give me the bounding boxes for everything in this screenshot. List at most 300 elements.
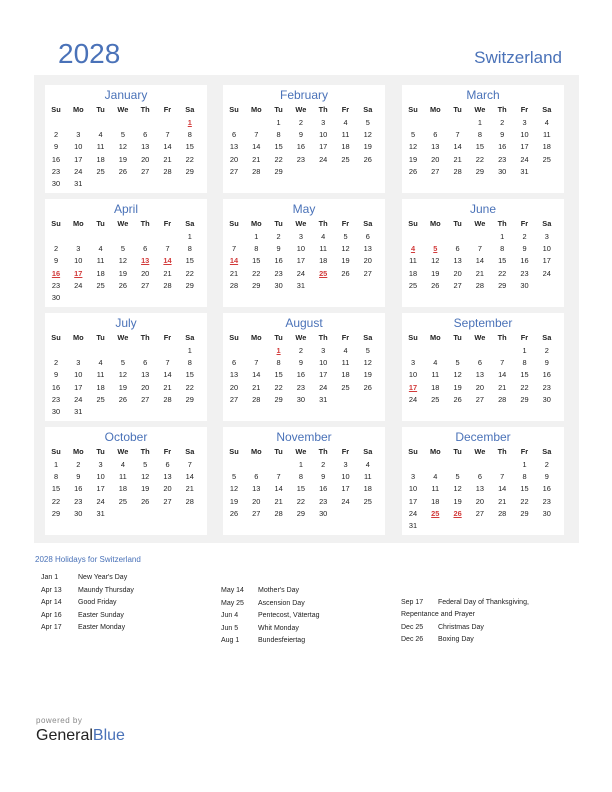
day-cell: 12 (141, 472, 150, 482)
day-cell: 30 (296, 394, 305, 404)
day-cell: 7 (254, 358, 259, 368)
day-cell: 15 (185, 256, 194, 266)
day-cell: 12 (229, 484, 239, 494)
day-cell: 10 (74, 142, 83, 152)
day-cell: 26 (341, 268, 350, 278)
day-cell: 27 (363, 268, 372, 278)
month-may (223, 199, 385, 307)
weekday-header: Su (51, 333, 61, 342)
day-cell: 25 (96, 280, 105, 290)
day-cell: 11 (319, 244, 328, 254)
day-cell: 17 (96, 484, 105, 494)
weekday-header: Sa (542, 105, 552, 114)
weekday-header: Sa (542, 447, 552, 456)
weekday-header: Tu (453, 333, 462, 342)
day-cell: 20 (475, 496, 484, 506)
weekday-header: Mo (429, 333, 441, 342)
day-cell: 24 (520, 154, 529, 164)
day-cell: 20 (453, 268, 462, 278)
day-cell: 31 (408, 521, 418, 530)
weekday-header: Fr (520, 447, 529, 456)
day-cell: 20 (363, 256, 372, 266)
day-cell: 21 (229, 268, 239, 278)
holiday-day: 13 (141, 256, 150, 266)
day-cell: 21 (252, 154, 261, 164)
day-cell: 26 (118, 166, 127, 176)
weekday-header: Tu (274, 219, 283, 228)
day-cell: 26 (118, 394, 127, 404)
day-cell: 21 (163, 154, 172, 164)
weekday-header: Sa (185, 333, 195, 342)
day-cell: 23 (51, 394, 61, 404)
day-cell: 2 (544, 346, 549, 355)
holiday-day: 1 (276, 346, 281, 355)
day-cell: 23 (296, 154, 305, 164)
day-cell: 13 (252, 484, 261, 494)
holiday-day: 4 (410, 244, 416, 254)
holiday-date: Jun 5 (221, 624, 239, 632)
day-cell: 13 (141, 142, 150, 152)
day-cell: 10 (74, 370, 83, 380)
day-cell: 23 (296, 382, 305, 392)
day-cell: 2 (76, 460, 81, 469)
day-cell: 20 (141, 268, 150, 278)
day-cell: 24 (296, 268, 305, 278)
day-cell: 7 (231, 244, 237, 254)
day-cell: 24 (74, 394, 83, 404)
day-cell: 23 (542, 496, 551, 506)
weekday-header: Su (408, 333, 418, 342)
weekday-header: Tu (274, 105, 283, 114)
day-cell: 12 (118, 370, 127, 380)
holiday-name: Pentecost, Vätertag (258, 612, 320, 619)
day-cell: 28 (498, 394, 507, 404)
year-title: 2028 (58, 38, 121, 69)
holiday-day: 25 (431, 508, 440, 518)
day-cell: 9 (53, 142, 59, 152)
weekday-header: Sa (363, 219, 373, 228)
day-cell: 22 (296, 496, 305, 506)
day-cell: 9 (544, 358, 549, 368)
day-cell: 7 (165, 358, 170, 368)
weekday-header: Sa (363, 447, 373, 456)
day-cell: 13 (453, 256, 462, 266)
day-cell: 3 (321, 346, 326, 355)
day-cell: 7 (254, 130, 259, 140)
day-cell: 28 (229, 280, 239, 290)
day-cell: 6 (231, 130, 237, 140)
day-cell: 8 (276, 130, 281, 140)
day-cell: 29 (296, 508, 305, 518)
weekday-header: Mo (250, 219, 262, 228)
day-cell: 7 (187, 460, 192, 469)
day-cell: 25 (408, 280, 418, 290)
day-cell: 24 (319, 382, 328, 392)
weekday-header: Tu (453, 447, 462, 456)
weekday-header: Tu (274, 333, 283, 342)
day-cell: 3 (410, 472, 416, 482)
day-cell: 31 (96, 508, 105, 518)
holiday-day: 17 (408, 382, 418, 392)
day-cell: 13 (229, 142, 239, 152)
day-cell: 20 (141, 154, 150, 164)
day-cell: 1 (254, 232, 259, 241)
day-cell: 16 (74, 484, 83, 494)
day-cell: 26 (431, 280, 440, 290)
day-cell: 15 (520, 484, 529, 494)
weekday-header: Su (229, 447, 239, 456)
day-cell: 18 (363, 484, 372, 494)
day-cell: 19 (229, 496, 239, 506)
weekday-header: Tu (96, 105, 105, 114)
day-cell: 27 (229, 394, 239, 404)
day-cell: 9 (76, 472, 81, 482)
day-cell: 2 (276, 232, 281, 241)
weekday-header: Mo (250, 105, 262, 114)
day-cell: 26 (453, 394, 462, 404)
weekday-header: Th (318, 333, 328, 342)
day-cell: 9 (544, 472, 549, 482)
holiday-name: Easter Monday (78, 624, 126, 631)
day-cell: 4 (343, 118, 348, 127)
weekday-header: Mo (72, 105, 84, 114)
day-cell: 26 (363, 154, 372, 164)
weekday-header: Tu (96, 333, 105, 342)
day-cell: 23 (319, 496, 328, 506)
day-cell: 3 (544, 232, 549, 241)
day-cell: 5 (231, 472, 237, 482)
weekday-header: We (295, 447, 307, 456)
day-cell: 19 (341, 256, 350, 266)
day-cell: 16 (498, 142, 507, 152)
day-cell: 1 (53, 460, 59, 469)
day-cell: 6 (455, 244, 460, 254)
day-cell: 21 (274, 496, 283, 506)
weekday-header: Th (318, 105, 328, 114)
day-cell: 4 (365, 460, 370, 469)
powered-by-label: powered by (36, 716, 83, 725)
holiday-date: Dec 25 (401, 623, 424, 631)
holiday-date: Aug 1 (221, 637, 240, 644)
day-cell: 3 (98, 460, 103, 469)
day-cell: 7 (276, 472, 281, 482)
holiday-name: Federal Day of Thanksgiving, (438, 599, 529, 606)
day-cell: 31 (74, 179, 83, 188)
day-cell: 15 (498, 256, 507, 266)
day-cell: 19 (363, 370, 372, 380)
day-cell: 18 (96, 268, 105, 278)
weekday-header: Mo (72, 219, 84, 228)
weekday-header: Su (408, 105, 418, 114)
day-cell: 22 (520, 382, 529, 392)
day-cell: 21 (163, 382, 172, 392)
day-cell: 30 (520, 280, 529, 290)
day-cell: 13 (431, 142, 440, 152)
day-cell: 14 (185, 472, 194, 482)
holiday-date: May 14 (221, 587, 244, 594)
day-cell: 12 (453, 484, 462, 494)
month-name: September (453, 316, 513, 330)
day-cell: 18 (408, 268, 418, 278)
holiday-name: Maundy Thursday (78, 586, 134, 594)
weekday-header: Mo (250, 447, 262, 456)
month-name: January (104, 88, 148, 102)
day-cell: 2 (298, 346, 303, 355)
day-cell: 23 (74, 496, 83, 506)
brand-logo (36, 727, 125, 745)
day-cell: 10 (408, 484, 418, 494)
day-cell: 31 (74, 407, 83, 416)
day-cell: 13 (475, 370, 484, 380)
holiday-day: 26 (453, 508, 462, 518)
day-cell: 31 (319, 394, 328, 404)
day-cell: 22 (498, 268, 507, 278)
day-cell: 24 (341, 496, 350, 506)
holiday-day: 17 (74, 268, 83, 278)
month-june (402, 199, 564, 307)
day-cell: 4 (433, 472, 438, 482)
day-cell: 19 (118, 382, 127, 392)
weekday-header: Th (140, 219, 150, 228)
month-february (223, 85, 385, 193)
day-cell: 19 (408, 154, 418, 164)
month-september (402, 313, 564, 421)
day-cell: 22 (475, 154, 484, 164)
holiday-date: Apr 17 (41, 624, 62, 631)
holiday-name: Whit Monday (258, 624, 299, 632)
day-cell: 19 (363, 142, 372, 152)
day-cell: 25 (118, 496, 127, 506)
day-cell: 17 (319, 370, 328, 380)
weekday-header: Fr (341, 105, 350, 114)
day-cell: 18 (341, 142, 350, 152)
day-cell: 27 (141, 166, 150, 176)
day-cell: 10 (319, 130, 328, 140)
day-cell: 9 (500, 130, 505, 140)
day-cell: 23 (274, 268, 283, 278)
day-cell: 8 (477, 130, 482, 140)
weekday-header: Tu (96, 219, 105, 228)
day-cell: 25 (96, 394, 105, 404)
day-cell: 4 (544, 118, 549, 127)
holiday-name: Bundesfeiertag (258, 637, 306, 644)
day-cell: 14 (163, 370, 172, 380)
month-november (223, 427, 385, 535)
month-december (402, 427, 564, 535)
day-cell: 10 (74, 256, 83, 266)
day-cell: 2 (298, 118, 303, 127)
day-cell: 14 (453, 142, 462, 152)
day-cell: 9 (298, 358, 303, 368)
day-cell: 3 (321, 118, 326, 127)
day-cell: 7 (500, 472, 505, 482)
day-cell: 20 (252, 496, 261, 506)
weekday-header: Sa (185, 219, 195, 228)
weekday-header: Mo (72, 447, 84, 456)
day-cell: 11 (96, 256, 105, 266)
day-cell: 5 (343, 232, 348, 241)
day-cell: 27 (252, 508, 261, 518)
day-cell: 30 (319, 508, 328, 518)
day-cell: 16 (51, 154, 61, 164)
weekday-header: Su (229, 219, 239, 228)
day-cell: 10 (341, 472, 350, 482)
month-july (45, 313, 207, 421)
holiday-name: Mother's Day (258, 587, 300, 594)
day-cell: 3 (76, 130, 81, 140)
day-cell: 3 (76, 244, 81, 254)
day-cell: 24 (74, 280, 83, 290)
weekday-header: Mo (429, 447, 441, 456)
day-cell: 28 (163, 166, 172, 176)
weekday-header: Su (51, 219, 61, 228)
day-cell: 11 (119, 472, 127, 482)
holiday-name: Boxing Day (438, 636, 474, 643)
day-cell: 2 (53, 244, 59, 254)
day-cell: 25 (96, 166, 105, 176)
day-cell: 9 (53, 370, 59, 380)
day-cell: 22 (252, 268, 261, 278)
day-cell: 10 (408, 370, 418, 380)
country-title: Switzerland (474, 48, 562, 67)
day-cell: 8 (187, 358, 192, 368)
day-cell: 7 (455, 130, 460, 140)
day-cell: 5 (120, 130, 125, 140)
weekday-header: Th (318, 219, 328, 228)
day-cell: 24 (542, 268, 551, 278)
weekday-header: Sa (542, 333, 552, 342)
weekday-header: Tu (453, 105, 462, 114)
day-cell: 1 (522, 460, 527, 469)
month-name: May (292, 202, 316, 216)
day-cell: 23 (542, 382, 551, 392)
day-cell: 7 (500, 358, 505, 368)
weekday-header: Su (408, 219, 418, 228)
day-cell: 21 (453, 154, 462, 164)
month-august (223, 313, 385, 421)
day-cell: 18 (118, 484, 127, 494)
weekday-header: Th (140, 447, 150, 456)
day-cell: 10 (542, 244, 551, 254)
day-cell: 17 (542, 256, 551, 266)
day-cell: 21 (498, 496, 507, 506)
day-cell: 28 (163, 280, 172, 290)
weekday-header: Mo (429, 219, 441, 228)
month-name: June (469, 202, 497, 216)
day-cell: 18 (96, 154, 105, 164)
day-cell: 4 (120, 460, 125, 469)
day-cell: 28 (475, 280, 484, 290)
day-cell: 28 (163, 394, 172, 404)
weekday-header: Th (318, 447, 328, 456)
day-cell: 9 (53, 256, 59, 266)
day-cell: 12 (453, 370, 462, 380)
weekday-header: Fr (163, 447, 172, 456)
day-cell: 9 (522, 244, 527, 254)
day-cell: 21 (163, 268, 172, 278)
day-cell: 5 (455, 358, 460, 368)
weekday-header: Fr (341, 219, 350, 228)
day-cell: 15 (475, 142, 484, 152)
day-cell: 26 (229, 508, 239, 518)
day-cell: 8 (500, 244, 505, 254)
weekday-header: We (295, 333, 307, 342)
holiday-name-continued: Repentance and Prayer (401, 611, 475, 618)
day-cell: 20 (431, 154, 440, 164)
day-cell: 17 (74, 154, 83, 164)
day-cell: 2 (53, 358, 59, 368)
day-cell: 17 (341, 484, 350, 494)
day-cell: 13 (163, 472, 172, 482)
day-cell: 14 (475, 256, 484, 266)
holiday-name: New Year's Day (78, 574, 128, 581)
day-cell: 6 (231, 358, 237, 368)
holiday-date: Sep 17 (401, 599, 424, 606)
day-cell: 9 (276, 244, 281, 254)
holiday-date: Apr 16 (41, 611, 62, 619)
day-cell: 3 (410, 358, 416, 368)
weekday-header: Su (229, 333, 239, 342)
day-cell: 10 (296, 244, 305, 254)
day-cell: 29 (51, 508, 61, 518)
month-name: December (455, 430, 511, 444)
day-cell: 28 (274, 508, 283, 518)
day-cell: 4 (98, 244, 103, 254)
weekday-header: Th (497, 219, 507, 228)
weekday-header: Th (497, 447, 507, 456)
day-cell: 25 (542, 154, 551, 164)
holiday-date: Jun 4 (221, 612, 239, 619)
day-cell: 6 (477, 358, 482, 368)
holiday-day: 25 (319, 268, 328, 278)
day-cell: 18 (341, 370, 350, 380)
weekday-header: Tu (96, 447, 105, 456)
day-cell: 8 (298, 472, 303, 482)
day-cell: 16 (274, 256, 283, 266)
month-april (45, 199, 207, 307)
day-cell: 15 (296, 484, 305, 494)
weekday-header: Sa (363, 333, 373, 342)
day-cell: 23 (520, 268, 529, 278)
day-cell: 6 (143, 244, 148, 254)
day-cell: 17 (74, 382, 83, 392)
day-cell: 4 (98, 358, 103, 368)
day-cell: 9 (321, 472, 326, 482)
day-cell: 26 (141, 496, 150, 506)
day-cell: 5 (410, 130, 416, 140)
holiday-name: Easter Sunday (78, 611, 124, 619)
day-cell: 28 (252, 394, 261, 404)
day-cell: 17 (520, 142, 529, 152)
weekday-header: We (295, 105, 307, 114)
day-cell: 26 (118, 280, 127, 290)
day-cell: 29 (185, 166, 194, 176)
day-cell: 22 (185, 382, 194, 392)
holiday-day: 16 (51, 268, 61, 278)
weekday-header: Sa (185, 447, 195, 456)
day-cell: 3 (298, 232, 303, 241)
day-cell: 5 (120, 244, 125, 254)
day-cell: 12 (118, 256, 127, 266)
holiday-date: May 25 (221, 599, 244, 607)
day-cell: 6 (143, 358, 148, 368)
weekday-header: Su (408, 447, 418, 456)
day-cell: 20 (229, 154, 239, 164)
brand-name-general: General (36, 727, 93, 744)
day-cell: 4 (433, 358, 438, 368)
day-cell: 25 (431, 394, 440, 404)
day-cell: 15 (274, 142, 283, 152)
